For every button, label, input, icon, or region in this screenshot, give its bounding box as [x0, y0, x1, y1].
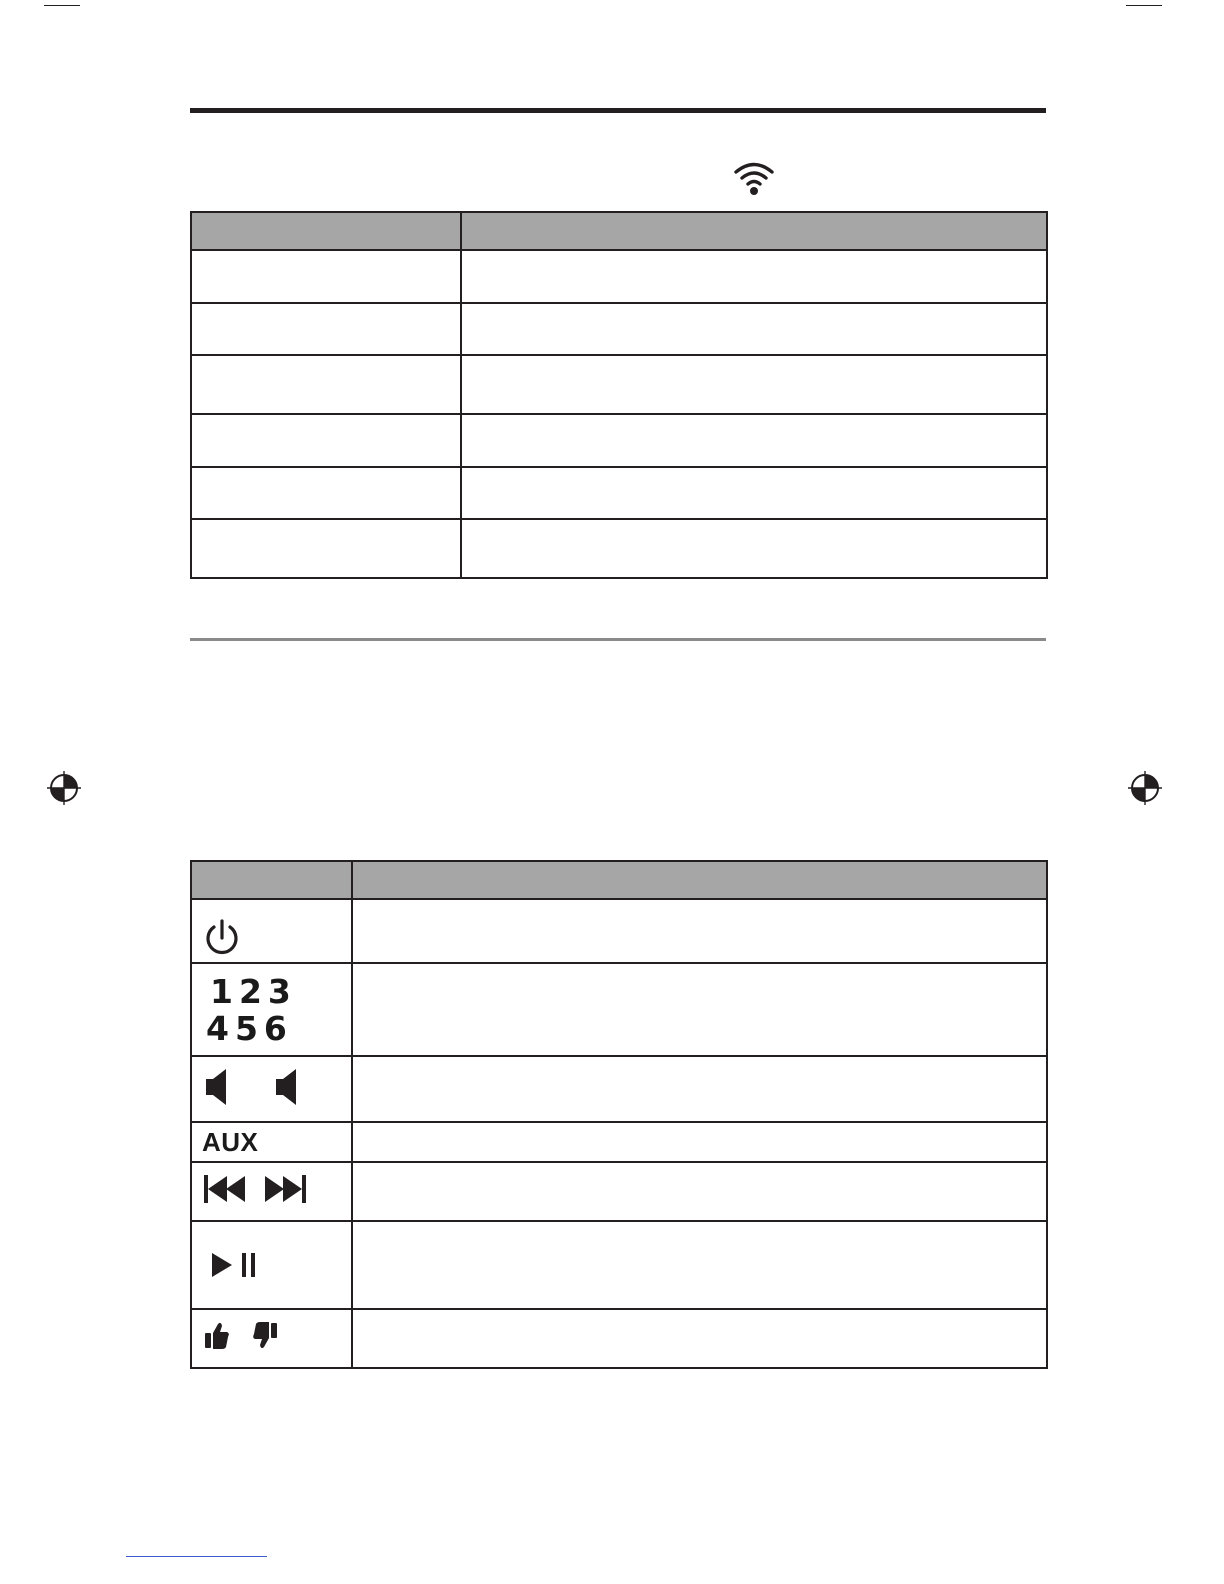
table-row [191, 1221, 1047, 1309]
table-row [191, 414, 1047, 467]
table-row [191, 303, 1047, 355]
table-row [191, 1056, 1047, 1122]
wifi-icon [733, 160, 775, 196]
table-row [191, 963, 1047, 1056]
preset-row-2: 456 [206, 1008, 293, 1048]
preset-row-1: 123 [210, 971, 297, 1011]
thumbs-down-icon [252, 1320, 278, 1352]
preset-buttons [202, 973, 341, 1047]
crop-mark-top-right [1126, 5, 1162, 6]
registration-mark-icon [1128, 771, 1162, 805]
section-rule-top [190, 108, 1046, 113]
crop-mark-top-left [44, 5, 80, 6]
section-rule-middle [190, 638, 1046, 641]
volume-up-icon [274, 1067, 304, 1107]
table-row [191, 1122, 1047, 1162]
skip-forward-icon [262, 1173, 308, 1205]
table-row [191, 899, 1047, 963]
remote-buttons-table-header [191, 861, 1047, 899]
remote-buttons-table [190, 860, 1048, 1369]
table-row [191, 1309, 1047, 1368]
table-row [191, 250, 1047, 303]
table-row [191, 467, 1047, 519]
volume-down-icon [204, 1067, 234, 1107]
table-row [191, 519, 1047, 578]
status-table [190, 211, 1048, 579]
status-table-header [191, 212, 1047, 250]
registration-mark-icon [47, 771, 81, 805]
table-row [191, 1162, 1047, 1221]
power-icon [202, 918, 242, 958]
skip-back-icon [202, 1173, 248, 1205]
play-pause-icon [210, 1251, 270, 1279]
table-row [191, 355, 1047, 414]
thumbs-up-icon [204, 1320, 230, 1352]
aux-button-label: AUX [202, 1126, 259, 1157]
footer-link-underline [126, 1556, 267, 1557]
